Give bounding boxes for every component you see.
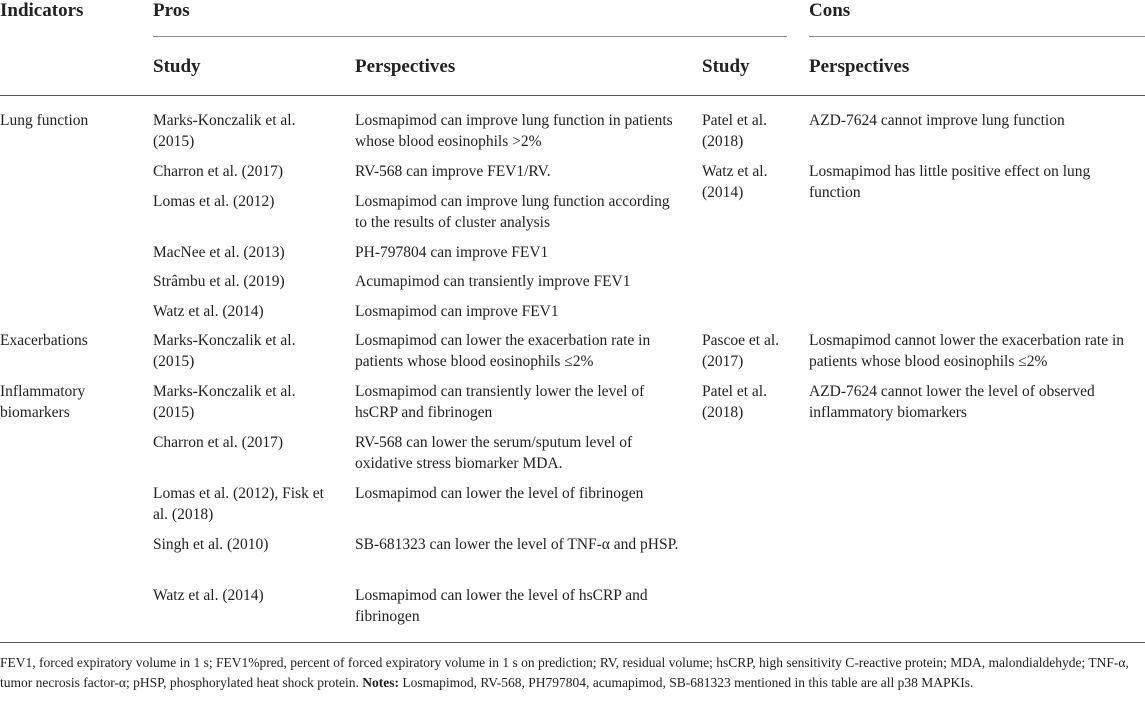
pro-study-cell: Watz et al. (2014) — [153, 303, 264, 320]
pro-study-cell: Marks-Konczalik et al. (2015) — [153, 383, 296, 421]
table-footnote — [0, 653, 1140, 693]
pro-study-cell: MacNee et al. (2013) — [153, 244, 285, 261]
pro-study-cell: Lomas et al. (2012), Fisk et al. (2018) — [153, 485, 324, 523]
pro-perspective-cell: Acumapimod can transiently improve FEV1 — [355, 273, 631, 290]
pros-perspectives-header: Perspectives — [355, 56, 456, 77]
pro-perspective-cell: Losmapimod can lower the level of fibrinogen — [355, 485, 644, 502]
con-perspective-cell: AZD-7624 cannot improve lung function — [809, 112, 1065, 129]
header-bottom-rule — [0, 95, 1145, 96]
footnote-notes-text: Losmapimod, RV-568, PH797804, acumapimod, SB-681323 mentioned in this table are all p38 MAPKIs. — [402, 675, 974, 690]
pro-perspective-cell: RV-568 can lower the serum/sputum level of oxidative stress biomarker MDA. — [355, 434, 633, 472]
pro-study-cell: Marks-Konczalik et al. (2015) — [153, 112, 296, 150]
pro-study-cell: Lomas et al. (2012) — [153, 193, 275, 210]
pro-study-cell: Charron et al. (2017) — [153, 434, 283, 451]
pro-study-cell: Strâmbu et al. (2019) — [153, 273, 285, 290]
pros-group-rule — [153, 36, 787, 37]
indicator-cell: Inflammatory biomarkers — [0, 383, 86, 421]
indicator-cell: Exacerbations — [0, 332, 88, 349]
cons-group-rule — [809, 36, 1145, 37]
con-perspective-cell: Losmapimod cannot lower the exacerbation rate in patients whose blood eosinophils ≤2% — [809, 332, 1125, 370]
pro-perspective-cell: Losmapimod can transiently lower the level of hsCRP and fibrinogen — [355, 383, 645, 421]
con-perspective-cell: AZD-7624 cannot lower the level of observed inflammatory biomarkers — [809, 383, 1095, 421]
footnote-notes-label: Notes: — [362, 675, 399, 690]
con-study-cell: Watz et al. (2014) — [702, 163, 768, 201]
header-indicators: Indicators — [0, 0, 84, 21]
pro-study-cell: Marks-Konczalik et al. (2015) — [153, 332, 296, 370]
pro-perspective-cell: PH-797804 can improve FEV1 — [355, 244, 549, 261]
pro-study-cell: Charron et al. (2017) — [153, 163, 283, 180]
header-pros: Pros — [153, 0, 190, 21]
pros-study-header: Study — [153, 56, 201, 77]
pro-perspective-cell: Losmapimod can improve lung function in patients whose blood eosinophils >2% — [355, 112, 673, 150]
cons-study-header: Study — [702, 56, 750, 77]
header-cons: Cons — [809, 0, 851, 21]
pro-study-cell: Singh et al. (2010) — [153, 536, 269, 553]
con-study-cell: Pascoe et al. (2017) — [702, 332, 780, 370]
footnote-abbreviations: FEV1, forced expiratory volume in 1 s; FEV1%pred, percent of forced expiratory volume in 1 s on prediction; RV, residual volume; hsCRP, high sensitivity C-reactive protein; MDA, malondialdehyde; TNF-α, tumor necrosis factor-α; pHSP, phosphorylated heat shock protein. — [0, 655, 1129, 690]
table-bottom-rule — [0, 642, 1145, 643]
cons-perspectives-header: Perspectives — [809, 56, 910, 77]
pro-perspective-cell: SB-681323 can lower the level of TNF-α and pHSP. — [355, 536, 679, 553]
con-perspective-cell: Losmapimod has little positive effect on lung function — [809, 163, 1091, 201]
pro-perspective-cell: Losmapimod can lower the level of hsCRP and fibrinogen — [355, 587, 648, 625]
pro-study-cell: Watz et al. (2014) — [153, 587, 264, 604]
pro-perspective-cell: Losmapimod can lower the exacerbation rate in patients whose blood eosinophils ≤2% — [355, 332, 651, 370]
con-study-cell: Patel et al. (2018) — [702, 112, 767, 150]
pro-perspective-cell: RV-568 can improve FEV1/RV. — [355, 163, 551, 180]
con-study-cell: Patel et al. (2018) — [702, 383, 767, 421]
pro-perspective-cell: Losmapimod can improve lung function according to the results of cluster analysis — [355, 193, 670, 231]
indicator-cell: Lung function — [0, 112, 89, 129]
pro-perspective-cell: Losmapimod can improve FEV1 — [355, 303, 559, 320]
